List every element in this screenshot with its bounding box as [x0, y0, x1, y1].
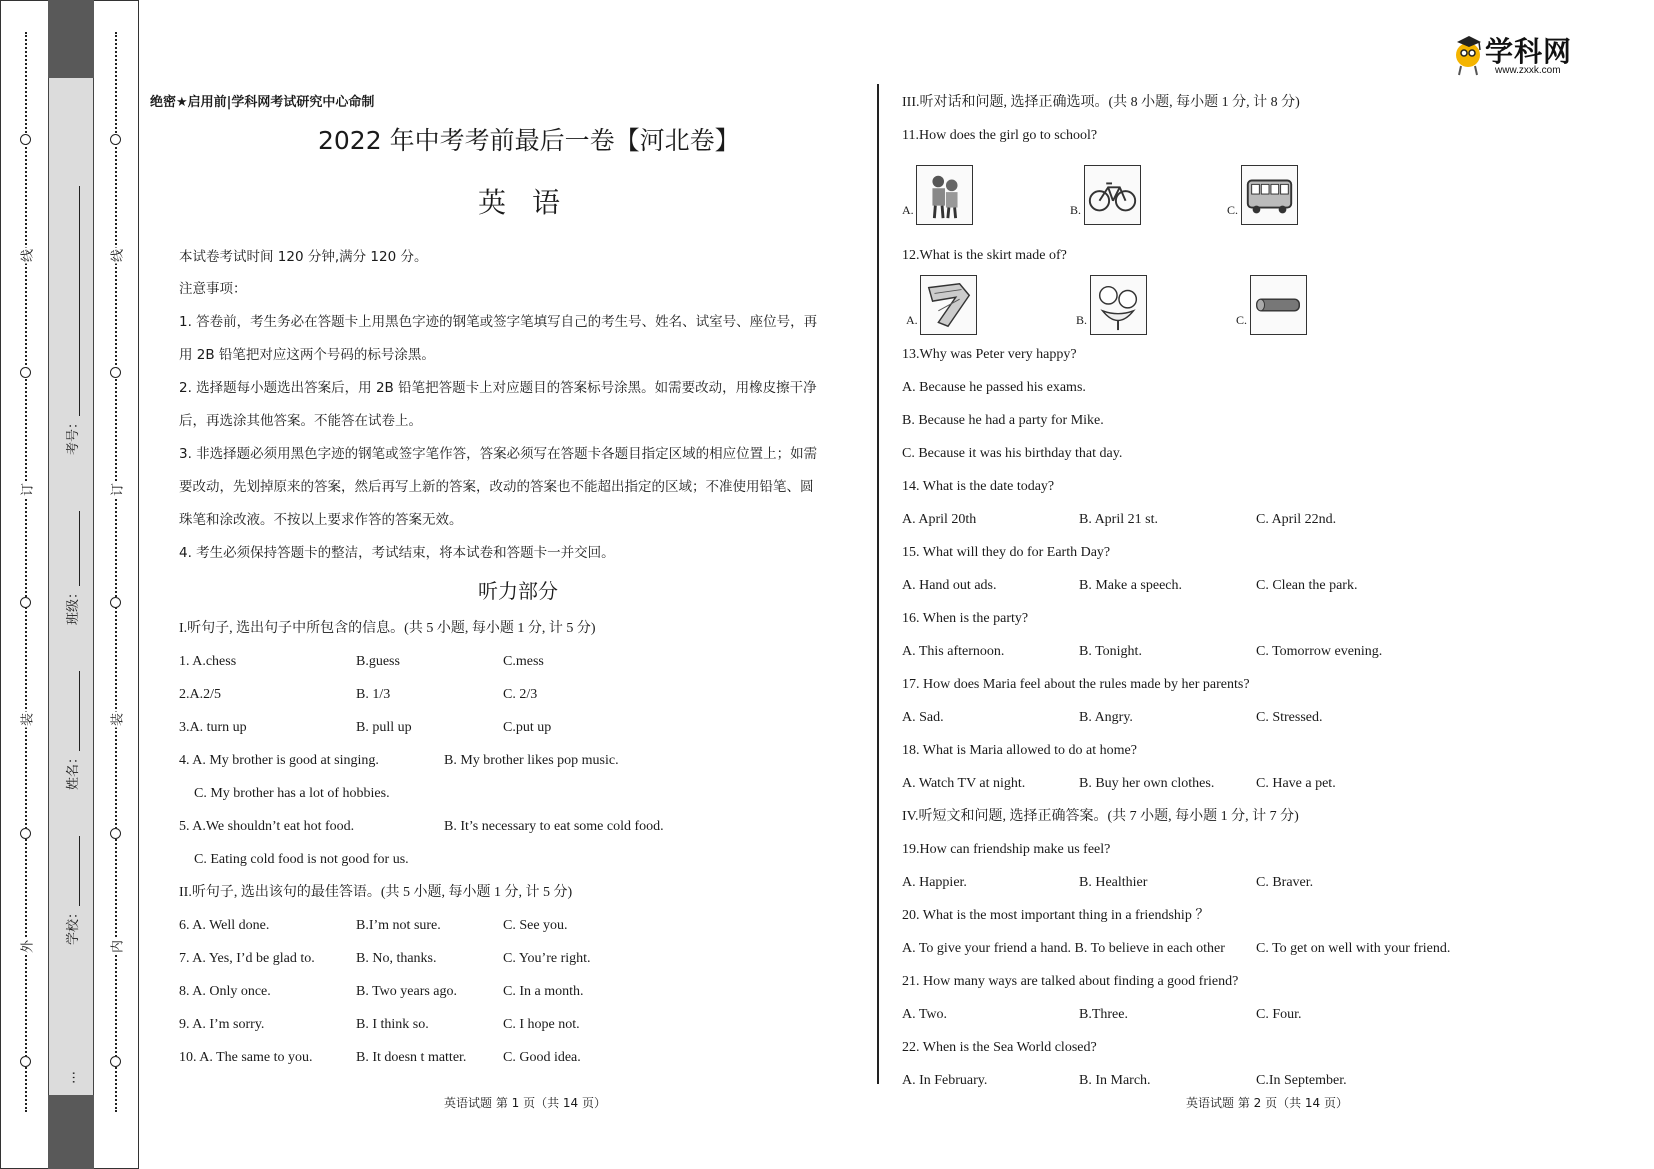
- q17-question: 17. How does Maria feel about the rules made by her parents?: [902, 677, 1250, 692]
- school-field[interactable]: [62, 836, 81, 945]
- q6-option-a: 6. A. Well done.: [179, 918, 270, 933]
- q22-option-a: A. In February.: [902, 1073, 988, 1088]
- instruction-line: 1. 答卷前，考生务必在答题卡上用黑色字迹的钢笔或签字笔填写自己的考生号、姓名、试室号、座位号，再: [179, 314, 818, 330]
- confidential-note: 绝密★启用前|学科网考试研究中心命制: [150, 95, 375, 110]
- q12-label-c: C.: [1236, 313, 1248, 327]
- part2-heading: II.听句子, 选出该句的最佳答语。(共 5 小题, 每小题 1 分, 计 5 分): [179, 885, 573, 900]
- exam-number-label: 考号：: [66, 415, 81, 455]
- cotton-plant-icon: [1090, 275, 1147, 335]
- q9-option-c: C. I hope not.: [503, 1017, 580, 1032]
- q17-option-a: A. Sad.: [902, 710, 944, 725]
- q18-question: 18. What is Maria allowed to do at home?: [902, 743, 1137, 758]
- q1-option-a: 1. A.chess: [179, 654, 237, 669]
- q7-option-c: C. You’re right.: [503, 951, 591, 966]
- q8-option-b: B. Two years ago.: [356, 984, 458, 999]
- q22-option-c: C.In September.: [1256, 1073, 1347, 1088]
- part1-heading: I.听句子, 选出句子中所包含的信息。(共 5 小题, 每小题 1 分, 计 5 分): [179, 621, 596, 636]
- name-field[interactable]: [62, 671, 81, 790]
- q15-question: 15. What will they do for Earth Day?: [902, 545, 1111, 560]
- q18-option-a: A. Watch TV at night.: [902, 776, 1026, 791]
- q11-label-a: A.: [902, 203, 914, 217]
- q11-label-c: C.: [1227, 203, 1239, 217]
- q14-question: 14. What is the date today?: [902, 479, 1055, 494]
- q13-question: 13.Why was Peter very happy?: [902, 347, 1077, 362]
- q21-option-b: B.Three.: [1079, 1007, 1128, 1022]
- binding-char: 订: [107, 482, 126, 498]
- class-field[interactable]: [62, 511, 81, 625]
- page-divider: [877, 84, 879, 1084]
- q21-question: 21. How many ways are talked about finding a good friend?: [902, 974, 1239, 989]
- name-label: 姓名：: [66, 750, 81, 790]
- q5-option-c: C. Eating cold food is not good for us.: [194, 852, 409, 867]
- binding-ring: [110, 134, 121, 145]
- q19-option-b: B. Healthier: [1079, 875, 1148, 890]
- school-label: 学校：: [66, 905, 81, 945]
- q14-option-b: B. April 21 st.: [1079, 512, 1158, 527]
- q13-option-b: B. Because he had a party for Mike.: [902, 413, 1104, 428]
- q15-option-b: B. Make a speech.: [1079, 578, 1183, 593]
- q1-option-c: C.mess: [503, 654, 544, 669]
- binding-dots: …: [63, 1071, 79, 1084]
- logo-url: www.zxxk.com: [1495, 65, 1561, 76]
- binding-char: 内: [107, 939, 126, 955]
- q10-option-a: 10. A. The same to you.: [179, 1050, 313, 1065]
- binding-ring: [110, 367, 121, 378]
- q12-label-a: A.: [906, 313, 918, 327]
- q2-option-a: 2.A.2/5: [179, 687, 221, 702]
- q4-option-c: C. My brother has a lot of hobbies.: [194, 786, 390, 801]
- binding-char: 装: [107, 712, 126, 728]
- q4-option-b: B. My brother likes pop music.: [444, 753, 619, 768]
- q21-option-a: A. Two.: [902, 1007, 948, 1022]
- binding-ring: [110, 597, 121, 608]
- q21-option-c: C. Four.: [1256, 1007, 1302, 1022]
- binding-ring: [20, 367, 31, 378]
- q19-option-a: A. Happier.: [902, 875, 967, 890]
- q19-question: 19.How can friendship make us feel?: [902, 842, 1111, 857]
- q7-option-b: B. No, thanks.: [356, 951, 437, 966]
- q1-option-b: B.guess: [356, 654, 400, 669]
- q14-option-c: C. April 22nd.: [1256, 512, 1337, 527]
- q7-option-a: 7. A. Yes, I’d be glad to.: [179, 951, 315, 966]
- page-title: 2022 年中考考前最后一卷【河北卷】: [318, 126, 740, 155]
- q12-question: 12.What is the skirt made of?: [902, 248, 1067, 263]
- q22-question: 22. When is the Sea World closed?: [902, 1040, 1097, 1055]
- q12-label-b: B.: [1076, 313, 1088, 327]
- q11-question: 11.How does the girl go to school?: [902, 128, 1098, 143]
- q18-option-b: B. Buy her own clothes.: [1079, 776, 1215, 791]
- q4-option-a: 4. A. My brother is good at singing.: [179, 753, 379, 768]
- q20-options-ab: A. To give your friend a hand. B. To believe in each other: [902, 941, 1225, 956]
- q3-option-c: C.put up: [503, 720, 552, 735]
- silk-fabric-icon: [920, 275, 977, 335]
- q10-option-b: B. It doesn t matter.: [356, 1050, 467, 1065]
- q2-option-c: C. 2/3: [503, 687, 538, 702]
- page2-footer: 英语试题 第 2 页（共 14 页）: [1186, 1096, 1348, 1110]
- instruction-line: 3. 非选择题必须用黑色字迹的钢笔或签字笔作答，答案必须写在答题卡各题目指定区域的相应位置上；如需: [179, 446, 818, 462]
- q13-option-c: C. Because it was his birthday that day.: [902, 446, 1123, 461]
- class-label: 班级：: [66, 585, 81, 625]
- q5-option-a: 5. A.We shouldn’t eat hot food.: [179, 819, 355, 834]
- q3-option-a: 3.A. turn up: [179, 720, 247, 735]
- listening-section-title: 听力部分: [478, 579, 558, 603]
- q17-option-c: C. Stressed.: [1256, 710, 1323, 725]
- q10-option-c: C. Good idea.: [503, 1050, 581, 1065]
- binding-strip-top-block: [48, 0, 94, 78]
- subject-title: 英语: [478, 186, 587, 219]
- instruction-line: 4. 考生必须保持答题卡的整洁，考试结束，将本试卷和答题卡一并交回。: [179, 545, 615, 561]
- bicycle-icon: [1084, 165, 1141, 225]
- part4-heading: IV.听短文和问题, 选择正确答案。(共 7 小题, 每小题 1 分, 计 7 分): [902, 809, 1299, 824]
- q3-option-b: B. pull up: [356, 720, 412, 735]
- q19-option-c: C. Braver.: [1256, 875, 1314, 890]
- notice-heading: 注意事项：: [179, 281, 247, 297]
- q11-label-b: B.: [1070, 203, 1082, 217]
- q9-option-a: 9. A. I’m sorry.: [179, 1017, 265, 1032]
- cloth-roll-icon: [1250, 275, 1307, 335]
- q16-question: 16. When is the party?: [902, 611, 1029, 626]
- exam-number-field[interactable]: [62, 186, 81, 455]
- q18-option-c: C. Have a pet.: [1256, 776, 1336, 791]
- binding-ring: [20, 828, 31, 839]
- instruction-line: 珠笔和涂改液。不按以上要求作答的答案无效。: [179, 512, 463, 528]
- instruction-line: 要改动，先划掉原来的答案，然后再写上新的答案，改动的答案也不能超出指定的区域；不准使用铅笔、圆: [179, 479, 814, 495]
- binding-ring: [20, 1056, 31, 1067]
- q16-option-b: B. Tonight.: [1079, 644, 1142, 659]
- q22-option-b: B. In March.: [1079, 1073, 1151, 1088]
- q14-option-a: A. April 20th: [902, 512, 977, 527]
- q9-option-b: B. I think so.: [356, 1017, 429, 1032]
- instruction-line: 用 2B 铅笔把对应这两个号码的标号涂黑。: [179, 347, 435, 363]
- instruction-line: 后，再选涂其他答案。不能答在试卷上。: [179, 413, 422, 429]
- q6-option-b: B.I’m not sure.: [356, 918, 441, 933]
- xkw-logo: [1455, 28, 1595, 80]
- exam-intro: 本试卷考试时间 120 分钟,满分 120 分。: [179, 249, 428, 265]
- binding-char: 线: [17, 248, 36, 264]
- q2-option-b: B. 1/3: [356, 687, 391, 702]
- q16-option-a: A. This afternoon.: [902, 644, 1005, 659]
- binding-strip-bottom-block: [48, 1095, 94, 1169]
- q13-option-a: A. Because he passed his exams.: [902, 380, 1086, 395]
- bus-icon: [1241, 165, 1298, 225]
- q15-option-c: C. Clean the park.: [1256, 578, 1358, 593]
- q17-option-b: B. Angry.: [1079, 710, 1133, 725]
- q20-option-c: C. To get on well with your friend.: [1256, 941, 1451, 956]
- part3-heading: III.听对话和问题, 选择正确选项。(共 8 小题, 每小题 1 分, 计 8 分): [902, 95, 1300, 110]
- instruction-line: 2. 选择题每小题选出答案后，用 2B 铅笔把答题卡上对应题目的答案标号涂黑。如需要改动，用橡皮擦干净: [179, 380, 817, 396]
- binding-ring: [110, 828, 121, 839]
- binding-ring: [20, 597, 31, 608]
- binding-char: 装: [17, 712, 36, 728]
- binding-char: 线: [107, 248, 126, 264]
- q20-question: 20. What is the most important thing in a friendship ？: [902, 908, 1210, 923]
- binding-ring: [110, 1056, 121, 1067]
- logo-text: 学科网: [1485, 35, 1573, 68]
- page1-footer: 英语试题 第 1 页（共 14 页）: [444, 1096, 606, 1110]
- q8-option-c: C. In a month.: [503, 984, 584, 999]
- q5-option-b: B. It’s necessary to eat some cold food.: [444, 819, 664, 834]
- walking-children-icon: [916, 165, 973, 225]
- binding-char: 订: [17, 482, 36, 498]
- q6-option-c: C. See you.: [503, 918, 568, 933]
- binding-ring: [20, 134, 31, 145]
- q16-option-c: C. Tomorrow evening.: [1256, 644, 1383, 659]
- binding-char: 外: [17, 939, 36, 955]
- q15-option-a: A. Hand out ads.: [902, 578, 997, 593]
- q8-option-a: 8. A. Only once.: [179, 984, 271, 999]
